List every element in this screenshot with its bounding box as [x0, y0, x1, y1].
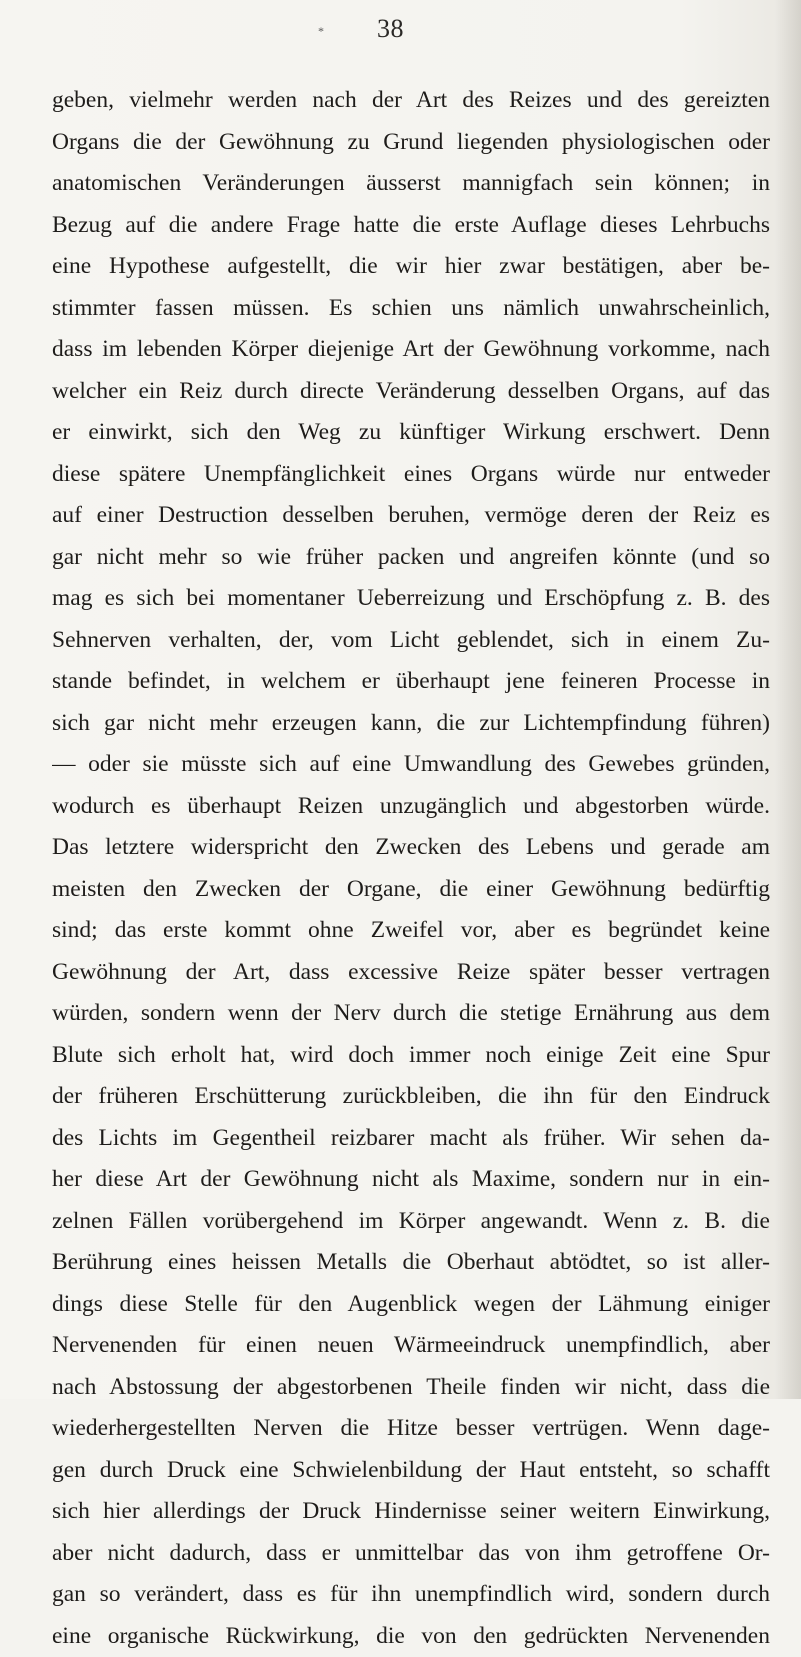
- text-line: eine Hypothese aufgestellt, die wir hier zwar bestätigen, aber be-: [52, 246, 770, 288]
- text-line: wodurch es überhaupt Reizen unzugänglich und abgestorben würde.: [52, 786, 770, 828]
- text-line: dings diese Stelle für den Augenblick wegen der Lähmung einiger: [52, 1284, 770, 1326]
- text-line: er einwirkt, sich den Weg zu künftiger Wirkung erschwert. Denn: [52, 412, 770, 454]
- text-line: Das letztere widerspricht den Zwecken des Lebens und gerade am: [52, 827, 770, 869]
- text-line: geben, vielmehr werden nach der Art des Reizes und des gereizten: [52, 80, 770, 122]
- body-text: [52, 80, 770, 1657]
- text-line: sind; das erste kommt ohne Zweifel vor, aber es begründet keine: [52, 910, 770, 952]
- text-line: des Lichts im Gegentheil reizbarer macht als früher. Wir sehen da-: [52, 1118, 770, 1160]
- text-line: sich hier allerdings der Druck Hindernisse seiner weitern Einwirkung,: [52, 1491, 770, 1533]
- text-line: anatomischen Veränderungen äusserst mannigfach sein können; in: [52, 163, 770, 205]
- text-line: gar nicht mehr so wie früher packen und angreifen könnte (und so: [52, 537, 770, 579]
- text-line: stimmter fassen müssen. Es schien uns nämlich unwahrscheinlich,: [52, 288, 770, 330]
- text-line: — oder sie müsste sich auf eine Umwandlung des Gewebes gründen,: [52, 744, 770, 786]
- text-line: zelnen Fällen vorübergehend im Körper angewandt. Wenn z. B. die: [52, 1201, 770, 1243]
- text-line: Bezug auf die andere Frage hatte die erste Auflage dieses Lehrbuchs: [52, 205, 770, 247]
- text-line: Nervenenden für einen neuen Wärmeeindruck unempfindlich, aber: [52, 1325, 770, 1367]
- text-line: eine organische Rückwirkung, die von den gedrückten Nervenenden: [52, 1616, 770, 1657]
- text-line: wiederhergestellten Nerven die Hitze besser vertrügen. Wenn dage-: [52, 1408, 770, 1450]
- text-line: gan so verändert, dass es für ihn unempfindlich wird, sondern durch: [52, 1574, 770, 1616]
- text-line: der früheren Erschütterung zurückbleiben, die ihn für den Eindruck: [52, 1076, 770, 1118]
- page-number: 38: [377, 14, 404, 44]
- text-line: Organs die der Gewöhnung zu Grund liegenden physiologischen oder: [52, 122, 770, 164]
- text-line: meisten den Zwecken der Organe, die einer Gewöhnung bedürftig: [52, 869, 770, 911]
- text-line: her diese Art der Gewöhnung nicht als Maxime, sondern nur in ein-: [52, 1159, 770, 1201]
- text-line: diese spätere Unempfänglichkeit eines Organs würde nur entweder: [52, 454, 770, 496]
- text-line: dass im lebenden Körper diejenige Art der Gewöhnung vorkomme, nach: [52, 329, 770, 371]
- text-line: würden, sondern wenn der Nerv durch die stetige Ernährung aus dem: [52, 993, 770, 1035]
- text-line: aber nicht dadurch, dass er unmittelbar das von ihm getroffene Or-: [52, 1533, 770, 1575]
- text-line: sich gar nicht mehr erzeugen kann, die zur Lichtempfindung führen): [52, 703, 770, 745]
- text-line: Gewöhnung der Art, dass excessive Reize später besser vertragen: [52, 952, 770, 994]
- text-line: Sehnerven verhalten, der, vom Licht geblendet, sich in einem Zu-: [52, 620, 770, 662]
- page-edge-shadow: [775, 0, 801, 1399]
- text-line: auf einer Destruction desselben beruhen, vermöge deren der Reiz es: [52, 495, 770, 537]
- text-line: Blute sich erholt hat, wird doch immer noch einige Zeit eine Spur: [52, 1035, 770, 1077]
- page-mark: *: [318, 24, 324, 39]
- text-line: nach Abstossung der abgestorbenen Theile finden wir nicht, dass die: [52, 1367, 770, 1409]
- text-line: Berührung eines heissen Metalls die Oberhaut abtödtet, so ist aller-: [52, 1242, 770, 1284]
- text-line: mag es sich bei momentaner Ueberreizung und Erschöpfung z. B. des: [52, 578, 770, 620]
- text-line: stande befindet, in welchem er überhaupt jene feineren Processe in: [52, 661, 770, 703]
- text-line: welcher ein Reiz durch directe Veränderung desselben Organs, auf das: [52, 371, 770, 413]
- text-line: gen durch Druck eine Schwielenbildung der Haut entsteht, so schafft: [52, 1450, 770, 1492]
